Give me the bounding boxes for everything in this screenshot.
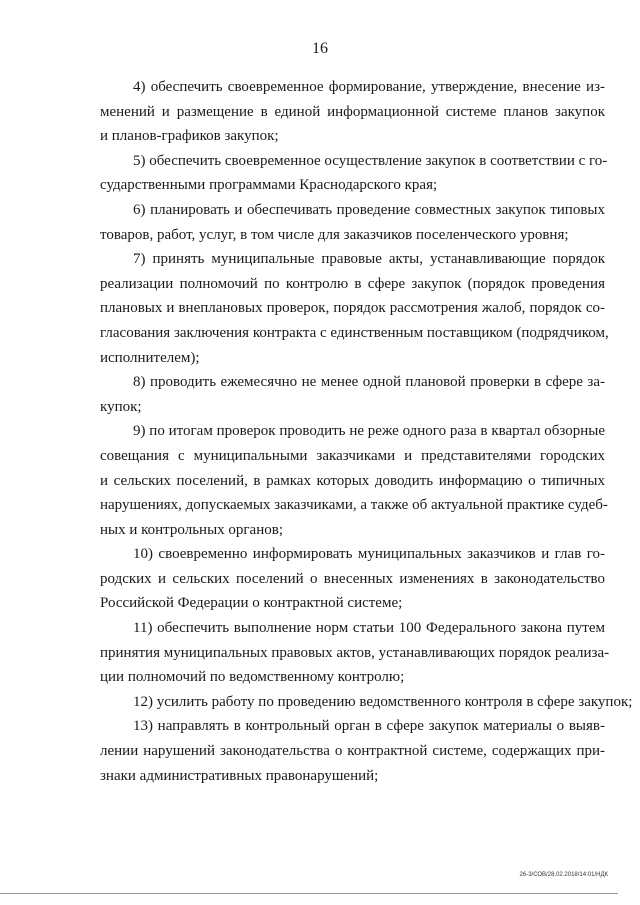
- paragraph-line: 7) принять муниципальные правовые акты, устанавливающие порядок: [133, 251, 605, 268]
- paragraph-line: 8) проводить ежемесячно не менее одной плановой проверки в сфере за-: [133, 374, 605, 391]
- list-item: [100, 714, 605, 788]
- list-item: [100, 149, 608, 198]
- list-item: [100, 542, 605, 616]
- paragraph-line: 13) направлять в контрольный орган в сфере закупок материалы о выяв-: [133, 718, 605, 735]
- paragraph-line: 9) по итогам проверок проводить не реже одного раза в квартал обзорные: [133, 423, 605, 440]
- paragraph-line: 6) планировать и обеспечивать проведение совместных закупок типовых: [133, 201, 605, 218]
- paragraph-line: 10) своевременно информировать муниципальных заказчиков и глав го-: [133, 546, 605, 563]
- document-code: 26-3/СОВ/28.02.2018/14:01/НДК: [519, 872, 608, 878]
- paragraph-line: 12) усилить работу по проведению ведомственного контроля в сфере закупок;: [133, 693, 633, 710]
- paragraph-line: совещания с муниципальными заказчиками и представителями городских: [100, 447, 605, 464]
- paragraph-line: 5) обеспечить своевременное осуществление закупок в соответствии с го-: [133, 152, 608, 169]
- list-item: [100, 616, 610, 690]
- paragraph-line: плановых и внеплановых проверок, порядок рассмотрения жалоб, порядок со-: [100, 300, 605, 317]
- paragraph-line: и планов-графиков закупок;: [100, 128, 279, 145]
- paragraph-line: родских и сельских поселений о внесенных изменениях в законодательство: [100, 570, 605, 587]
- paragraph-line: ных и контрольных органов;: [100, 521, 283, 538]
- paragraph-line: лении нарушений законодательства о контрактной системе, содержащих при-: [100, 743, 605, 760]
- paragraph-line: и сельских поселений, в рамках которых доводить информацию о типичных: [100, 472, 605, 489]
- paragraph-line: менений и размещение в единой информационной системе планов закупок: [100, 103, 605, 120]
- paragraph-line: 11) обеспечить выполнение норм статьи 100 Федерального закона путем: [133, 620, 605, 637]
- paragraph-line: исполнителем);: [100, 349, 200, 366]
- page-number: 16: [312, 40, 328, 57]
- list-item: [100, 247, 609, 370]
- paragraph-line: знаки административных правонарушений;: [100, 767, 379, 784]
- paragraph-line: нарушениях, допускаемых заказчиками, а также об актуальной практике судеб-: [100, 497, 608, 514]
- list-item: [100, 690, 633, 715]
- paragraph-line: Российской Федерации о контрактной системе;: [100, 595, 403, 612]
- document-body: [100, 75, 633, 788]
- paragraph-line: гласования заключения контракта с единственным поставщиком (подрядчиком,: [100, 324, 609, 341]
- paragraph-line: 4) обеспечить своевременное формирование, утверждение, внесение из-: [133, 79, 605, 95]
- list-item: [100, 75, 605, 149]
- paragraph-line: принятия муниципальных правовых актов, устанавливающих порядок реализа-: [100, 644, 610, 661]
- list-item: [100, 370, 605, 419]
- paragraph-line: купок;: [100, 398, 142, 415]
- list-item: [100, 419, 608, 542]
- paragraph-line: сударственными программами Краснодарского края;: [100, 177, 438, 194]
- bottom-divider: [0, 893, 618, 894]
- paragraph-line: ции полномочий по ведомственному контролю;: [100, 669, 405, 686]
- list-item: [100, 198, 605, 247]
- paragraph-line: реализации полномочий по контролю в сфере закупок (порядок проведения: [100, 275, 605, 292]
- paragraph-line: товаров, работ, услуг, в том числе для заказчиков поселенческого уровня;: [100, 226, 569, 243]
